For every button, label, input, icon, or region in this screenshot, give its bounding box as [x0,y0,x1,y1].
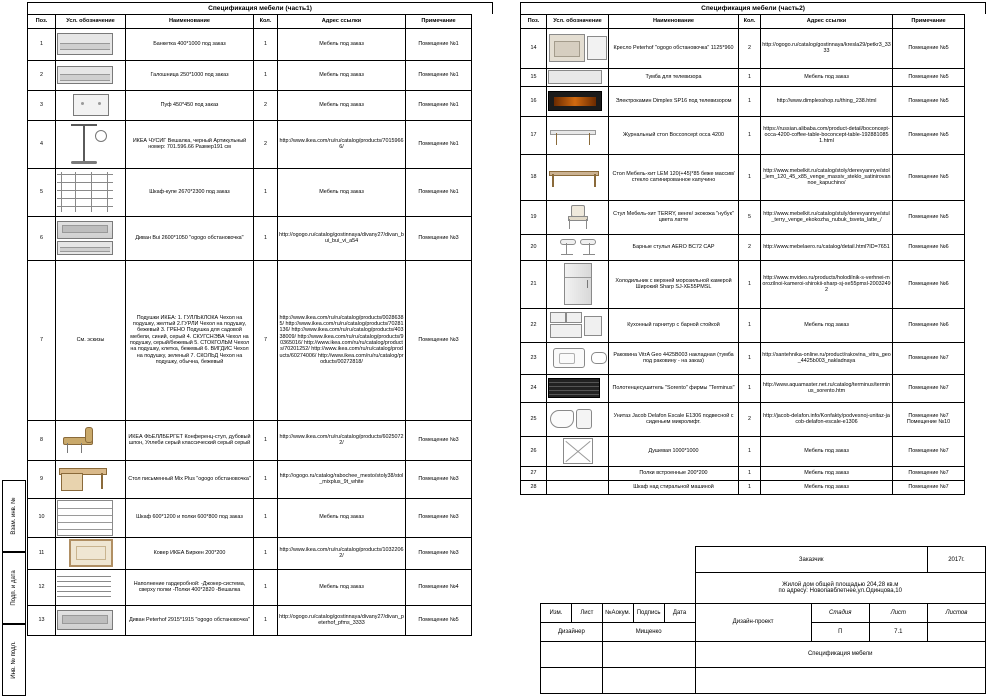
cell-symbol-empty [547,466,609,480]
pouf-icon [56,90,126,120]
wardrobe-icon [56,168,126,216]
cell-link[interactable]: http://www.mvideo.ru/products/holodilnik-s-verhnei-morozilnoi-kameroi-shirokii-sharp-sj-xe55pmsl-20032492 [761,260,893,308]
cell-name: Холодильник с верхней морозильной камерой Широкий Sharp SJ-XE55PMSL [609,260,739,308]
cell-pos: 3 [28,90,56,120]
cell-note: Помещение №6 [893,308,965,342]
cell-note: Помещение №1 [406,60,472,90]
cell-name: ИКЕА ФЬЕЛЛБЕРГЕТ Конференц-стул, дубовый шпон, Уллеби серый классический серый серый [126,420,254,460]
table-row [521,28,965,68]
cell-note: Помещение №3 [406,216,472,260]
cell-qty: 1 [739,480,761,494]
cell-link[interactable]: http://www.aquamaster.net.ru/catalog/terminus/terminus_sorento.htm [761,374,893,402]
table-row [521,342,965,374]
table-row [521,436,965,466]
cell-link[interactable]: http://ogogo.ru/catalog/gostinnaya/kresla29/petkr3_3333 [761,28,893,68]
cell-name: Галошница 250*1000 под заказ [126,60,254,90]
table-row [28,537,472,569]
cell-note: Помещение №5 [893,200,965,234]
cell-note: Помещение №5 [893,116,965,154]
cell-qty: 1 [254,420,278,460]
row-value-empty-1 [602,641,695,667]
col-qty: Кол. [254,15,278,29]
spec-part1-caption: Спецификация мебели (часть1) [27,2,493,14]
col-link: Адрес ссылки [278,15,406,29]
cell-qty: 1 [739,342,761,374]
cell-name: Диван Bui 2600*1050 "ogogo обстановочка" [126,216,254,260]
cell-pos: 8 [28,420,56,460]
col-pos: Поз. [521,15,547,29]
table-row [521,402,965,436]
col-qty: Кол. [739,15,761,29]
cell-name: Диван Peterhof 2915*1915 "ogogo обстановочка" [126,605,254,635]
cell-qty: 1 [739,68,761,86]
shoe-bench-icon [56,60,126,90]
cell-link[interactable]: http://santehnika-online.ru/product/rakovina_vitra_geo_4425b003_nakladnaya [761,342,893,374]
dining-chair-icon [547,200,609,234]
cell-pos: 26 [521,436,547,466]
cell-name: Банкетка 400*1000 под заказ [126,28,254,60]
table-row [521,374,965,402]
cell-qty: 1 [254,605,278,635]
cell-name: Стул Мебель-хит TERRY, венге/ экокожа "нубук" цвета латте [609,200,739,234]
cell-link[interactable]: http://www.ikea.com/ru/ru/catalog/products/10322062/ [278,537,406,569]
cell-link[interactable]: http://www.mebelkit.ru/catalog/stuly/derevyannye/stul_terry_venge_ekokozha_nubuk_tsveta_latte_/ [761,200,893,234]
cell-note: Помещение №1 [406,28,472,60]
object-description [695,573,986,604]
cell-qty: 1 [739,374,761,402]
cell-pos: 23 [521,342,547,374]
cell-name: Наполнение гардеробной: -Джокер-система, сверху полки -Полки 400*2820 -Вешалка [126,569,254,605]
cell-pos: 25 [521,402,547,436]
table-row [521,260,965,308]
stamp-strip [2,480,26,696]
col-ndocum: №Аокум. [602,603,633,622]
cell-pos: 1 [28,28,56,60]
stage-value: П [811,622,869,641]
cell-note: Помещение №7 [893,342,965,374]
table-row [28,498,472,537]
year-value: 2017г. [927,547,985,573]
cell-qty: 2 [739,28,761,68]
object-line-2: по адресу: Новопавблетнее,ул.Одинцова,10 [778,587,902,594]
spec-part2 [520,14,965,495]
cell-name: Пуф 450*450 под заказ [126,90,254,120]
cell-pos: 7 [28,260,56,420]
table-row [521,116,965,154]
stamp-label-vzam: Взам. инв. № [11,497,17,535]
table-row [28,168,472,216]
washbasin-icon [547,342,609,374]
client-label: Заказчик [695,547,927,573]
col-note: Примечание [406,15,472,29]
object-line-1: Жилой дом общей площадью 204,28 кв.м [782,581,899,588]
cell-pos: 19 [521,200,547,234]
designer-label: Дизайнер [541,622,603,641]
cell-name: Шкаф над стиральной машиной [609,480,739,494]
table-row [28,216,472,260]
dining-table-icon [547,154,609,200]
cell-link[interactable]: Мебель под заказ [278,90,406,120]
cell-link[interactable]: Мебель под заказ [278,28,406,60]
cell-pos: 11 [28,537,56,569]
table-row [521,466,965,480]
cell-qty: 1 [254,498,278,537]
stage-header: Стадия [811,603,869,622]
cell-note: Помещение №7 [893,466,965,480]
spec-table-part2 [520,2,986,495]
cell-note: Помещение №3 [406,537,472,569]
cell-link[interactable]: Мебель под заказ [761,480,893,494]
cell-pos: 6 [28,216,56,260]
cell-name: Душевая 1000*1000 [609,436,739,466]
cell-link[interactable]: http://www.ikea.com/ru/ru/catalog/products/00286385/ http://www.ikea.com/ru/ru/catalog/products/70281136/ http://www.ikea.com/ru/ru/catalog/products/40338009/ http://www.ikea.com/ru/ru/catalog/products/90365016/ http://www.ikea.com/ru/ru/catalog/products/70201252/ http://www.ikea.com/ru/ru/catalog/products/60274006/ http://www.ikea.com/ru/ru/catalog/products/00272818/ [278,260,406,420]
cell-pos: 22 [521,308,547,342]
cell-name: Тумба для телевизора [609,68,739,86]
sofa-peterhof-icon [56,605,126,635]
col-podpis: Подпись [633,603,664,622]
shower-icon [547,436,609,466]
cell-link[interactable]: http://www.ikea.com/ru/ru/catalog/products/60250722/ [278,420,406,460]
cell-note: Помещение №5 [406,605,472,635]
title-block [540,546,986,694]
cell-name: Ковер ИКЕА Биркен 200*200 [126,537,254,569]
cell-qty: 1 [254,216,278,260]
cell-link[interactable]: Мебель под заказ [761,308,893,342]
row-label-empty-2 [541,667,603,693]
desk-icon [56,460,126,498]
cell-name: ИКЕА ЧУСИГ Вешалка, черный Артикульный номер: 701.596.66 Размер191 см [126,120,254,168]
cell-link[interactable]: Мебель под заказ [278,569,406,605]
cell-note: Помещение №7 [893,436,965,466]
table-row [521,154,965,200]
cell-link[interactable]: http://ogogo.ru/catalog/gostinnaya/divany27/divan_bui_bui_vi_a54 [278,216,406,260]
cell-name: Барные стулья AERO BC72 CAP [609,234,739,260]
table-row [28,605,472,635]
cell-note: Помещение №1 [406,120,472,168]
cell-qty: 1 [739,308,761,342]
cell-qty: 1 [254,28,278,60]
cell-note: Помещение №5 [893,86,965,116]
sketch-icon: См. эскизы [56,260,126,420]
cell-note: Помещение №6 [893,260,965,308]
table-row [28,90,472,120]
spec-table-part1 [27,2,493,636]
sheets-header: Листов [927,603,985,622]
cell-note: Помещение №1 [406,90,472,120]
cell-qty: 1 [739,260,761,308]
table-row [521,200,965,234]
cell-link[interactable]: Мебель под заказ [761,466,893,480]
sheet-title: Спецификация мебели [695,641,986,667]
col-name: Наименование [126,15,254,29]
cell-link[interactable]: http://ogogo.ru/catalog/rabochee_mesto/stoly38/stol_mixplus_9t_white [278,460,406,498]
cell-link[interactable]: Мебель под заказ [278,168,406,216]
title-block-table [540,546,986,694]
table-header-row [28,15,472,29]
table-row [28,60,472,90]
table-row [521,480,965,494]
cell-name: Раковина VitrA Geo 4425B003 накладная (тумба под раковину - на заказ) [609,342,739,374]
wardrobe-zone-icon [56,569,126,605]
spec-part1 [27,14,472,636]
row-value-empty-2 [602,667,695,693]
hanger-icon [56,120,126,168]
table-row [521,86,965,116]
table-row [521,234,965,260]
cell-pos: 2 [28,60,56,90]
cell-link[interactable]: http://jacob-delafon.info/Konfakty/podvesnoj-unitaz-jacob-delafon-escale-e1306 [761,402,893,436]
fridge-icon [547,260,609,308]
designer-name: Мищенко [602,622,695,641]
cell-name: Шкаф-купе 2670*2300 под заказ [126,168,254,216]
cell-pos: 9 [28,460,56,498]
table-row [28,420,472,460]
cell-pos: 14 [521,28,547,68]
cell-pos: 28 [521,480,547,494]
rug-icon [56,537,126,569]
armchair-icon [547,28,609,68]
cell-qty: 1 [739,116,761,154]
col-symbol: Усл. обозначение [547,15,609,29]
cell-pos: 15 [521,68,547,86]
cell-note: Помещение №3 [406,260,472,420]
cell-pos: 12 [28,569,56,605]
cell-pos: 27 [521,466,547,480]
cell-qty: 2 [739,234,761,260]
cell-link[interactable]: http://www.mebelaero.ru/catalog/detail.html?ID=7651 [761,234,893,260]
cell-name: Стол Мебель-хит LEM 120(+45)*85 беже массив/ стекло сатинированное капучино [609,154,739,200]
project-label: Дизайн-проект [695,603,811,641]
sheet-header: Лист [869,603,927,622]
col-data: Дата [664,603,695,622]
cell-pos: 20 [521,234,547,260]
stamp-cell-vzam [2,480,26,552]
cell-pos: 17 [521,116,547,154]
coffee-table-icon [547,116,609,154]
office-chair-icon [56,420,126,460]
cell-note: Помещение №1 [406,168,472,216]
cell-link[interactable]: Мебель под заказ [278,498,406,537]
cell-name: Полотенцесушитель "Sorento" фирмы "Terminus" [609,374,739,402]
stamp-cell-podp [2,552,26,624]
cell-qty: 2 [254,120,278,168]
stamp-label-podp: Подп. и дата [11,570,17,606]
cell-symbol-empty [547,480,609,494]
cell-note: Помещение №7 [893,374,965,402]
cell-qty: 5 [739,200,761,234]
table-row [521,308,965,342]
cell-name: Электрокамин Dimplex SP16 под телевизором [609,86,739,116]
cell-note: Помещение №5 [893,68,965,86]
towel-heater-icon [547,374,609,402]
cell-note: Помещение №5 [893,28,965,68]
cell-link[interactable]: Мебель под заказ [278,60,406,90]
fireplace-icon [547,86,609,116]
bar-stool-icon [547,234,609,260]
cell-note: Помещение №4 [406,569,472,605]
cell-pos: 4 [28,120,56,168]
cell-link[interactable]: Мебель под заказ [761,68,893,86]
cell-name: Кресло Peterhof "ogogo обстановочка" 1125*960 [609,28,739,68]
cell-link[interactable]: https://russian.alibaba.com/product-detail/boconcept-occa-4200-coffee-table-boconcept-table-192881085 1.html [761,116,893,154]
sheet-title-extra [695,667,986,693]
table-row [28,28,472,60]
cell-name: Кухонный гарнитур с барной стойкой [609,308,739,342]
col-name: Наименование [609,15,739,29]
cell-name: Журнальный стол Bocconcept осса 4200 [609,116,739,154]
cell-qty: 1 [254,60,278,90]
cell-link[interactable]: http://ogogo.ru/catalog/gostinnaya/divany27/divan_peterhof_pfms_3333 [278,605,406,635]
cell-note: Помещение №3 [406,420,472,460]
row-label-empty-1 [541,641,603,667]
cell-qty: 1 [254,537,278,569]
cell-qty: 1 [254,460,278,498]
sheet-value: 7.1 [869,622,927,641]
cell-qty: 1 [739,154,761,200]
col-list: Лист [571,603,602,622]
table-row [28,569,472,605]
cell-link[interactable]: Мебель под заказ [761,436,893,466]
cell-link[interactable]: http://www.ikea.com/ru/ru/catalog/products/70159666/ [278,120,406,168]
cell-pos: 16 [521,86,547,116]
cell-name: Шкаф 600*1200 и полки 600*800 под заказ [126,498,254,537]
cell-qty: 2 [739,402,761,436]
cell-qty: 2 [254,90,278,120]
cell-note: Помещение №7 Помещение №10 [893,402,965,436]
table-row [28,260,472,420]
sheets-value [927,622,985,641]
table-header-row [521,15,965,29]
col-link: Адрес ссылки [761,15,893,29]
cell-qty: 1 [739,436,761,466]
cell-pos: 10 [28,498,56,537]
cell-pos: 24 [521,374,547,402]
cell-qty: 1 [254,168,278,216]
cell-pos: 21 [521,260,547,308]
cell-name: Унитаз Jacob Delafon Escale E1306 подвесной с сиденьем микролифт. [609,402,739,436]
toilet-icon [547,402,609,436]
cell-qty: 1 [739,86,761,116]
cell-pos: 13 [28,605,56,635]
cell-note: Помещение №3 [406,498,472,537]
cell-note: Помещение №3 [406,460,472,498]
cell-name: Подушки ИКЕА: 1. ГУЛЛЬКЛОКА Чехол на подушку, желтый 2.ГУРЛИ Чехол на подушку, бежевый 3. ГРЕНО Подушка для садовой мебели, синий, серый 4. СКУГСНЭВА Чехол на подушку, серый/бежевый 5. СТОКГОЛЬМ Чехол на подушку, клетка, бежевый 6. ВИГДИС Чехол на подушку, зеленый 7. СКОЛЬД Чехол на подушку, обычна, бежевый [126,260,254,420]
cell-pos: 5 [28,168,56,216]
cell-note: Помещение №7 [893,480,965,494]
col-note: Примечание [893,15,965,29]
stamp-label-inv: Инв. № подл. [11,641,17,679]
kitchen-set-icon [547,308,609,342]
cell-note: Помещение №6 [893,234,965,260]
cell-name: Стол письменный Mix Plus "ogogo обстановочка" [126,460,254,498]
col-izm: Изм. [541,603,572,622]
cell-qty: 7 [254,260,278,420]
col-pos: Поз. [28,15,56,29]
shelf-icon [56,498,126,537]
spec-part2-caption: Спецификация мебели (часть2) [520,2,986,14]
stamp-cell-inv [2,624,26,696]
cell-qty: 1 [739,466,761,480]
cell-note: Помещение №5 [893,154,965,200]
tv-stand-icon [547,68,609,86]
table-row [521,68,965,86]
cell-name: Полки встроенные 200*200 [609,466,739,480]
table-row [28,460,472,498]
table-row [28,120,472,168]
cell-qty: 1 [254,569,278,605]
cell-link[interactable]: http://www.dimplexshop.ru/thing_238.html [761,86,893,116]
sofa-bui-icon [56,216,126,260]
cell-pos: 18 [521,154,547,200]
sofa-bench-icon [56,28,126,60]
cell-link[interactable]: http://www.mebelkit.ru/catalog/stoly/derevyannye/stol_lem_120_45_x85_venge_massiv_steklo_satinirovannoe_kapuchino/ [761,154,893,200]
col-symbol: Усл. обозначение [56,15,126,29]
